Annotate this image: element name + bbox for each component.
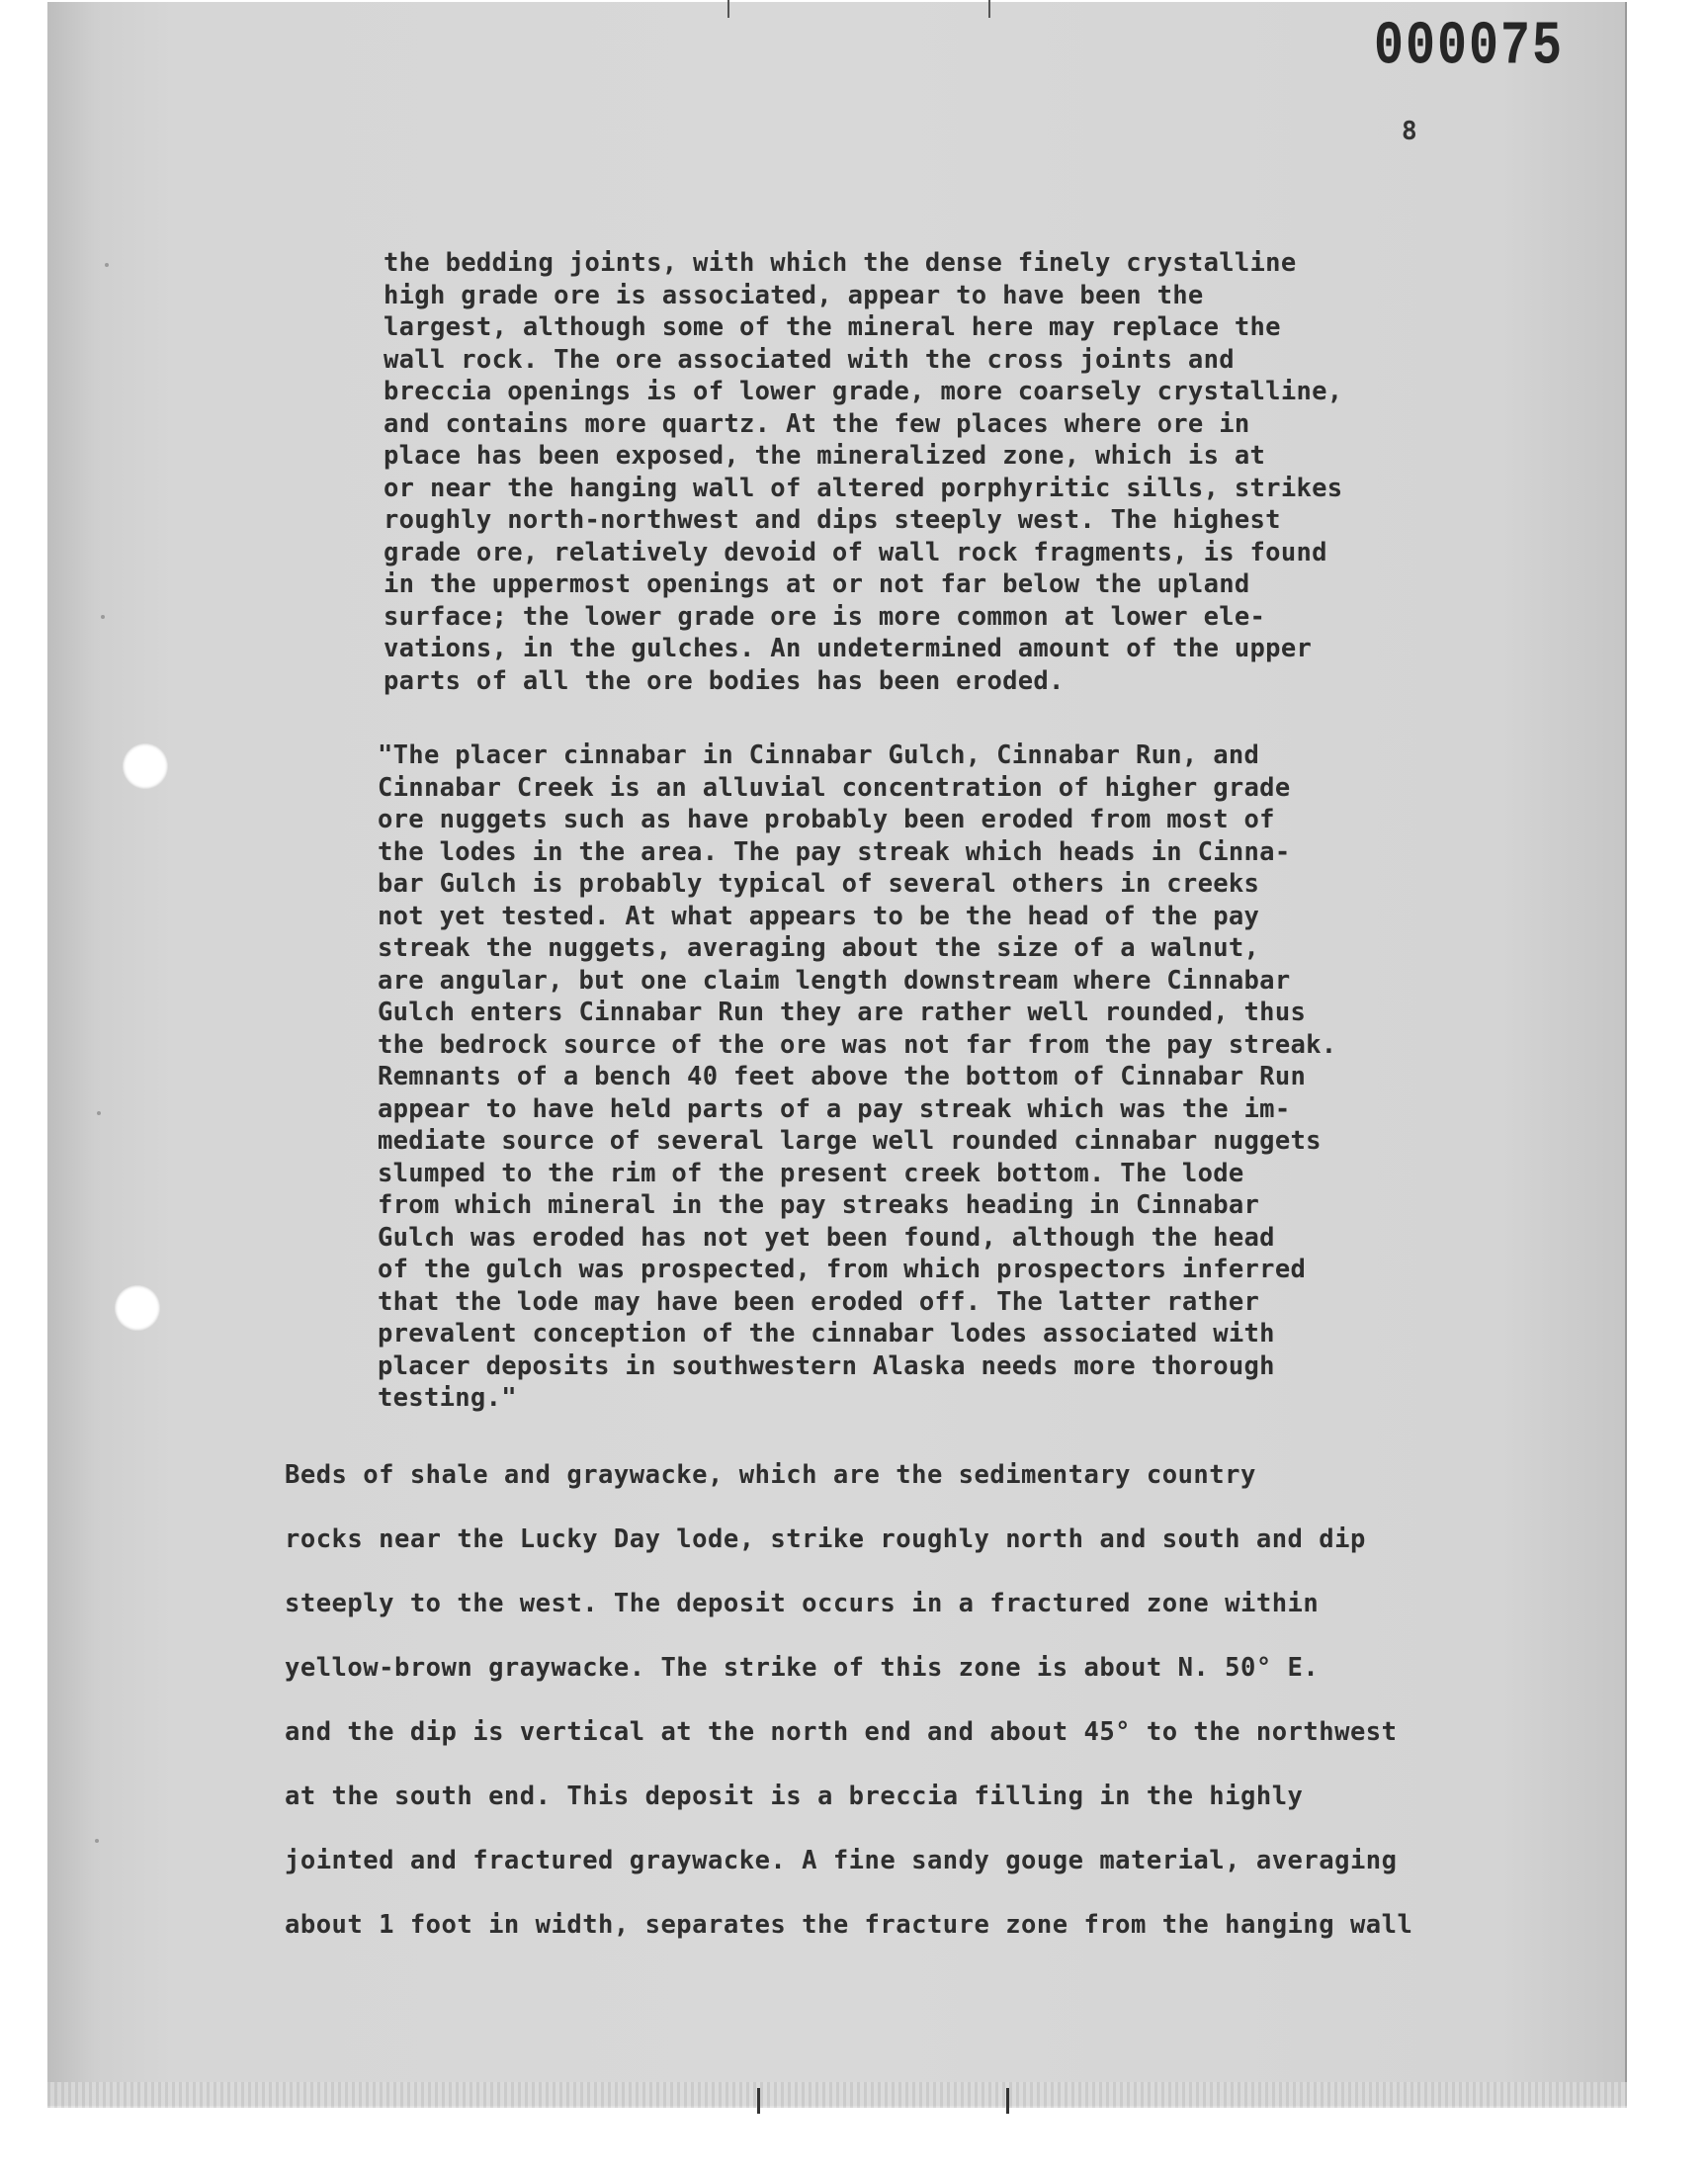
text-line: not yet tested. At what appears to be the head of the pay	[378, 901, 1260, 931]
text-line: ore nuggets such as have probably been eroded from most of	[378, 805, 1275, 834]
text-line: or near the hanging wall of altered porphyritic sills, strikes	[384, 473, 1343, 503]
text-line: appear to have held parts of a pay streak which was the im-	[378, 1093, 1291, 1124]
text-line: grade ore, relatively devoid of wall rock fragments, is found	[384, 537, 1327, 567]
text-line: Gulch enters Cinnabar Run they are rather well rounded, thus	[378, 998, 1307, 1027]
text-line: about 1 foot in width, separates the fracture zone from the hanging wall	[285, 1910, 1413, 1940]
text-line: jointed and fractured graywacke. A fine sandy gouge material, averaging	[285, 1846, 1398, 1875]
page-number: 8	[1402, 117, 1417, 146]
text-line: and contains more quartz. At the few places where ore in	[384, 408, 1250, 439]
text-line: slumped to the rim of the present creek bottom. The lode	[378, 1158, 1244, 1188]
text-line: Cinnabar Creek is an alluvial concentration of higher grade	[378, 772, 1291, 803]
text-line: place has been exposed, the mineralized zone, which is at	[384, 441, 1266, 471]
text-line: the bedding joints, with which the dense finely crystalline	[384, 248, 1297, 278]
text-line: Gulch was eroded has not yet been found, although the head	[378, 1222, 1275, 1253]
text-line: high grade ore is associated, appear to have been the	[384, 280, 1204, 310]
text-line: are angular, but one claim length downstream where Cinnabar	[378, 965, 1291, 996]
text-line: surface; the lower grade ore is more common at lower ele-	[384, 601, 1266, 632]
scan-bottom-edge	[47, 2082, 1627, 2108]
scan-speck	[95, 1839, 99, 1843]
document-control-number: 000075	[1374, 12, 1565, 83]
text-line: in the uppermost openings at or not far below the upland	[384, 569, 1250, 599]
text-line: from which mineral in the pay streaks heading in Cinnabar	[378, 1190, 1260, 1220]
text-line: mediate source of several large well rounded cinnabar nuggets	[378, 1126, 1322, 1156]
text-line: streak the nuggets, averaging about the size of a walnut,	[378, 933, 1260, 963]
text-line: Beds of shale and graywacke, which are the sedimentary country	[285, 1460, 1256, 1490]
quoted-paragraph-1	[384, 247, 1342, 697]
text-line: the bedrock source of the ore was not far from the pay streak.	[378, 1029, 1337, 1060]
text-line: breccia openings is of lower grade, more coarsely crystalline,	[384, 377, 1343, 406]
scan-speck	[101, 615, 105, 619]
text-line: Remnants of a bench 40 feet above the bottom of Cinnabar Run	[378, 1062, 1307, 1091]
text-line: parts of all the ore bodies has been eroded.	[384, 665, 1065, 696]
text-line: vations, in the gulches. An undetermined amount of the upper	[384, 634, 1313, 663]
text-line: prevalent conception of the cinnabar lodes associated with	[378, 1319, 1275, 1348]
text-line: of the gulch was prospected, from which prospectors inferred	[378, 1255, 1307, 1284]
text-line: testing."	[378, 1383, 517, 1413]
text-line: that the lode may have been eroded off. The latter rather	[378, 1286, 1260, 1317]
text-line: the lodes in the area. The pay streak which heads in Cinna-	[378, 836, 1291, 867]
scan-artifact-mark	[988, 0, 990, 18]
text-line: placer deposits in southwestern Alaska needs more thorough	[378, 1350, 1275, 1381]
text-line: largest, although some of the mineral here may replace the	[384, 312, 1281, 342]
scan-artifact-mark	[727, 0, 729, 18]
punch-hole	[123, 743, 168, 789]
punch-hole	[115, 1285, 160, 1331]
scan-speck	[105, 263, 109, 267]
text-line: roughly north-northwest and dips steeply west. The highest	[384, 505, 1281, 535]
scan-edge	[1625, 2, 1627, 2106]
scan-artifact-mark	[1006, 2088, 1009, 2114]
text-line: and the dip is vertical at the north end and about 45° to the northwest	[285, 1717, 1398, 1747]
text-line: steeply to the west. The deposit occurs in a fractured zone within	[285, 1589, 1320, 1618]
scan-speck	[97, 1111, 101, 1115]
text-line: bar Gulch is probably typical of several others in creeks	[378, 869, 1260, 899]
text-line: at the south end. This deposit is a breccia filling in the highly	[285, 1782, 1304, 1811]
text-line: wall rock. The ore associated with the cross joints and	[384, 344, 1235, 375]
text-line: yellow-brown graywacke. The strike of this zone is about N. 50° E.	[285, 1653, 1320, 1683]
text-line: rocks near the Lucky Day lode, strike roughly north and south and dip	[285, 1524, 1366, 1554]
scan-artifact-mark	[757, 2088, 760, 2114]
text-line: "The placer cinnabar in Cinnabar Gulch, Cinnabar Run, and	[378, 740, 1260, 770]
body-paragraph	[285, 1443, 1412, 1958]
quoted-paragraph-2	[378, 740, 1336, 1415]
